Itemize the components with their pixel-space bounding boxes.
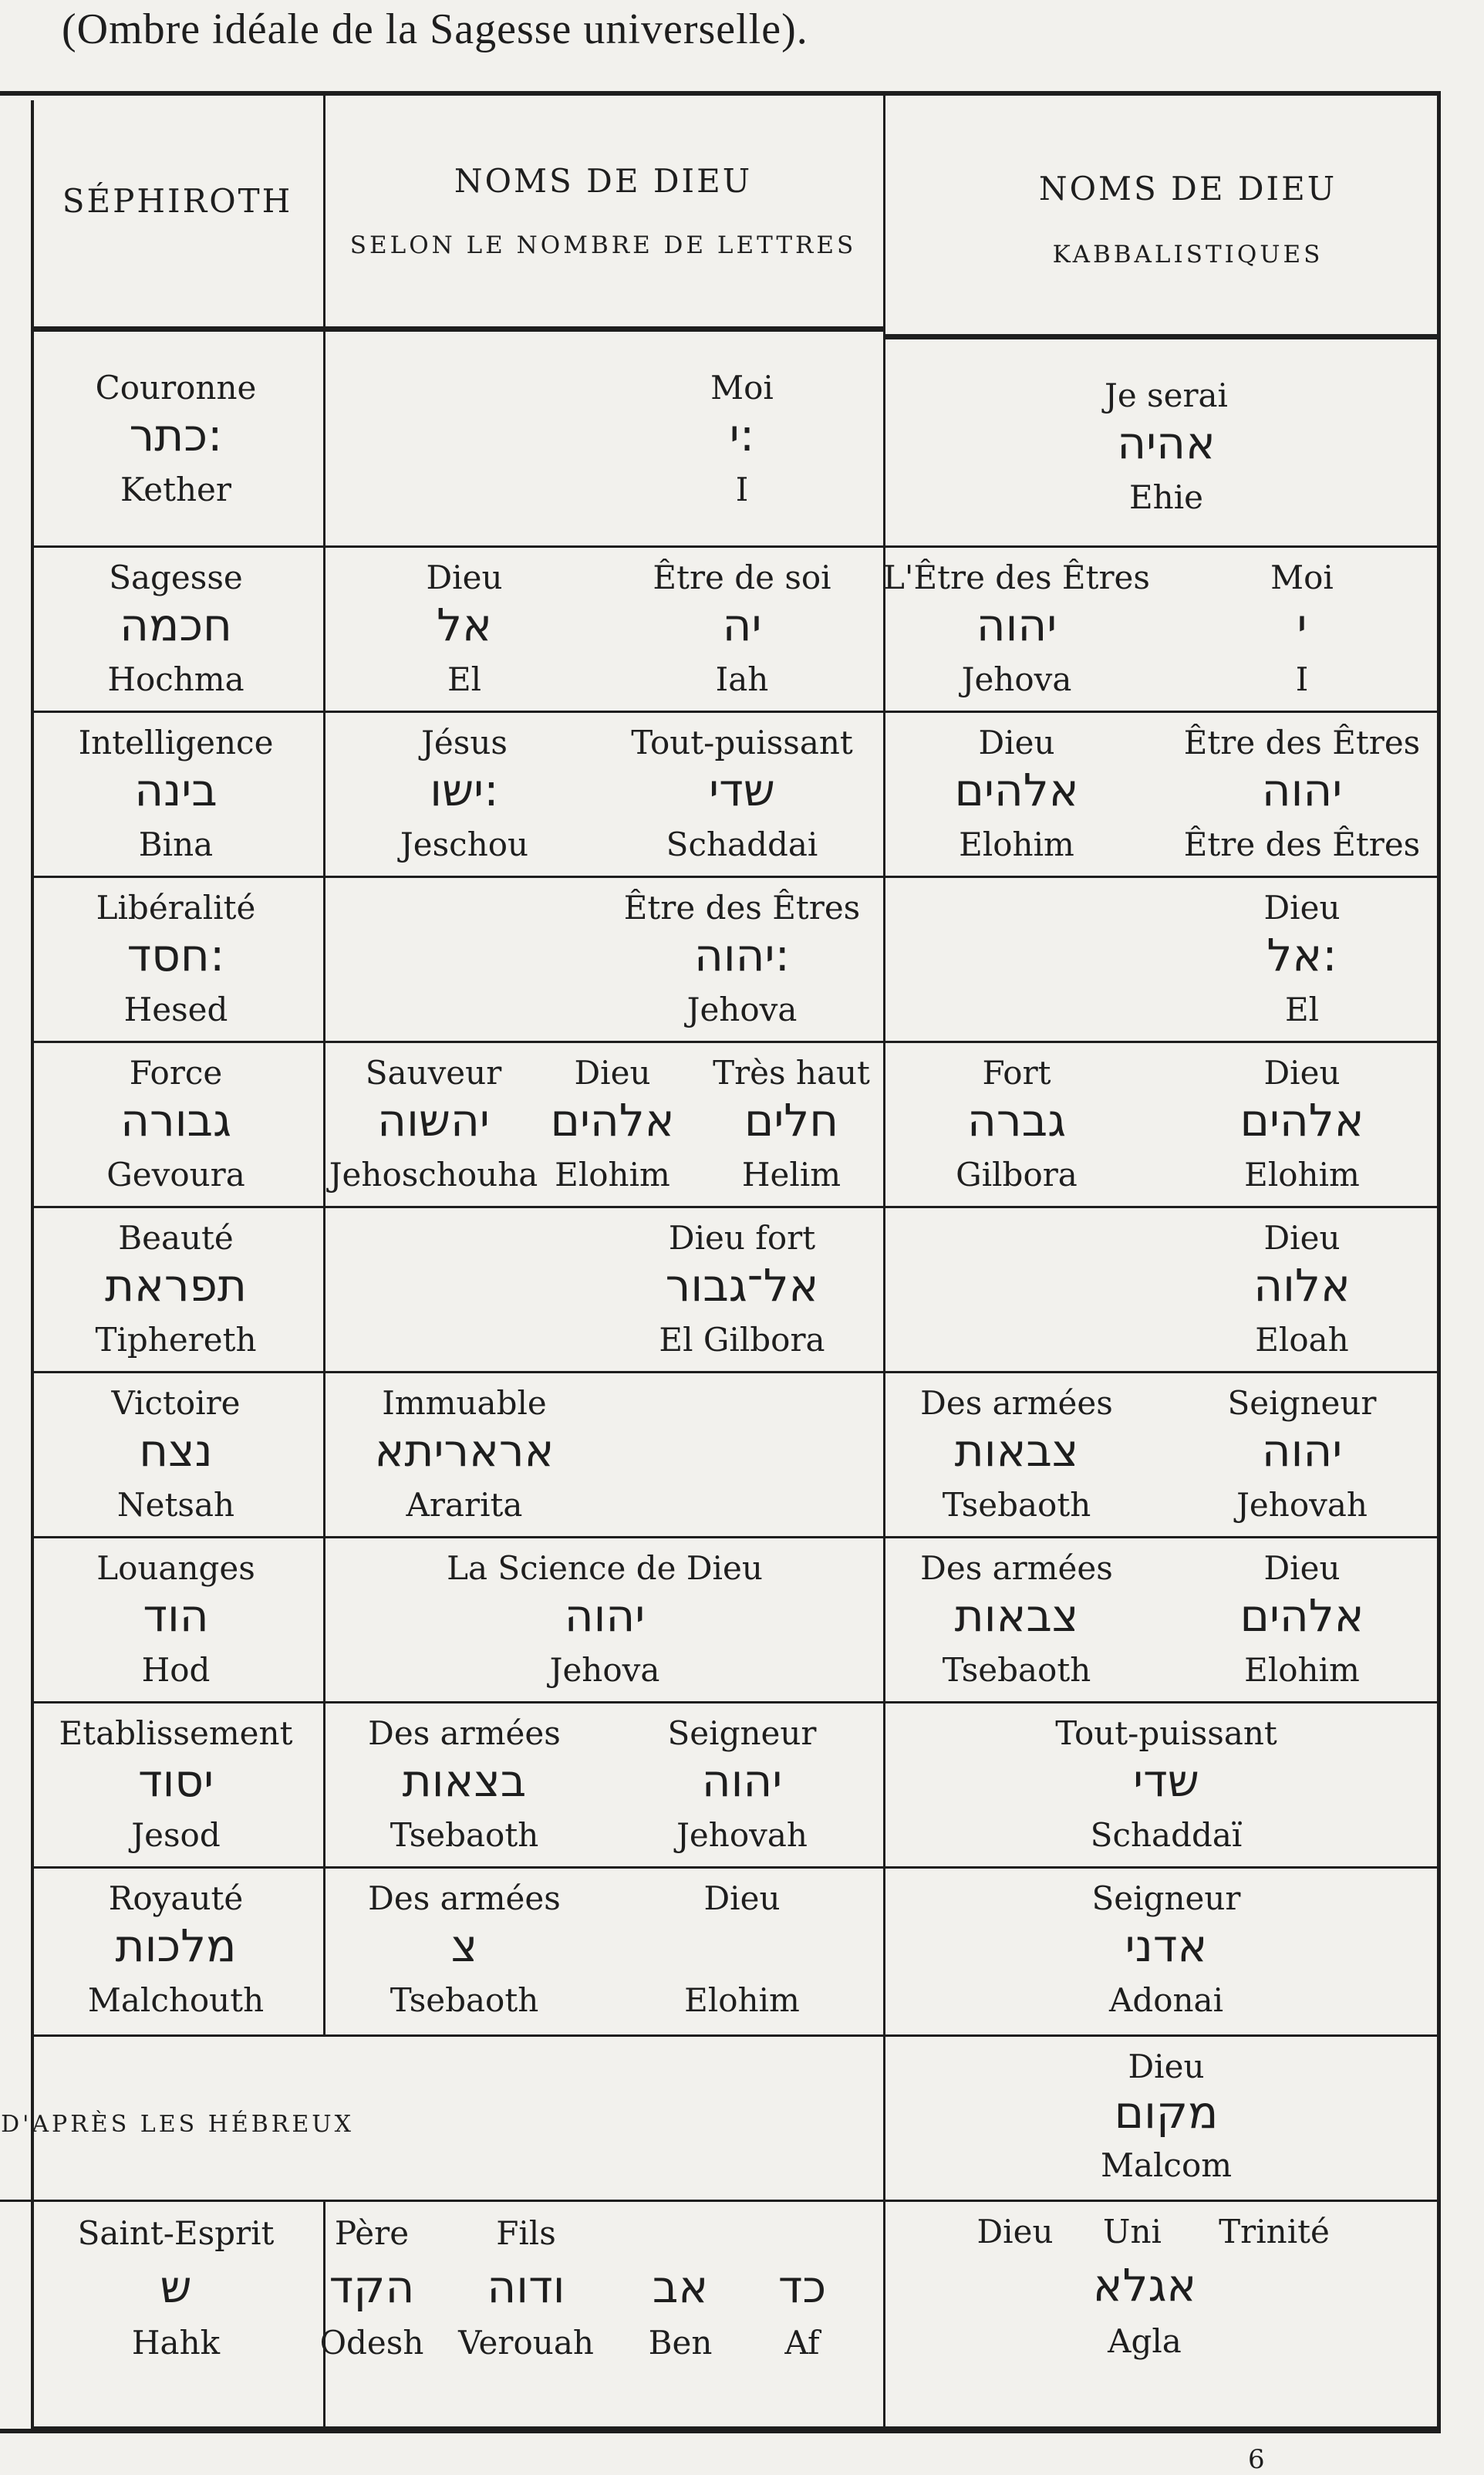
last-sephira-hebrew: ש	[160, 2261, 192, 2313]
last-c2-cell	[319, 2202, 885, 2429]
header-sephiroth	[34, 96, 325, 332]
header-names-letters	[325, 96, 885, 332]
table-row-9-letters-name	[325, 1703, 885, 1869]
kabbalistic-name-1-1-label: Je serai	[1104, 376, 1229, 414]
sephira-1-transliteration: Kether	[120, 471, 231, 508]
table-row-8-sephira	[34, 1538, 325, 1703]
header-col3-title: NOMS DE DIEU	[1038, 170, 1337, 208]
letters-name-4-1-label: Être des Êtres	[623, 889, 861, 927]
letters-name-7-1-hebrew: אראריתא	[374, 1424, 555, 1477]
kabbalistic-name-1-1-hebrew: אהיה	[1117, 417, 1216, 469]
kabbalistic-name-3-1-label: Dieu	[978, 724, 1055, 761]
table-row-2-sephira	[34, 548, 325, 713]
letters-name-7-1-label: Immuable	[382, 1384, 547, 1422]
letters-name-10-1-label: Des armées	[368, 1879, 561, 1917]
letters-name-5-2-label: Dieu	[574, 1054, 651, 1092]
sephira-10-hebrew: מלכות	[115, 1920, 237, 1972]
last-c2-ben-hebrew: אב	[652, 2261, 709, 2313]
letters-name-7-1-transliteration: Ararita	[406, 1486, 523, 1524]
last-c3-hebrew: אגלא	[1092, 2259, 1197, 2311]
kabbalistic-name-2-2-hebrew: י	[1297, 599, 1307, 651]
table-row-3-sephira	[34, 713, 325, 878]
letters-name-8-1-label: La Science de Dieu	[447, 1549, 763, 1587]
kabbalistic-name-6-1-label: Dieu	[1263, 1219, 1341, 1257]
table-row-5-kabbalistic-name	[885, 1043, 1437, 1208]
kabbalistic-name-3-2-label: Être des Êtres	[1183, 724, 1421, 761]
table-row-9-sephira	[34, 1703, 325, 1869]
sephira-9-hebrew: יסוד	[137, 1754, 214, 1807]
header-col2-title: NOMS DE DIEU	[454, 162, 753, 200]
kabbalistic-name-5-2-transliteration: Elohim	[1244, 1156, 1360, 1194]
last-sephira-transliteration: Hahk	[131, 2324, 221, 2362]
sephira-7-label: Victoire	[111, 1384, 241, 1422]
last-c2-father-transliteration: Odesh	[319, 2324, 424, 2362]
sephira-4-transliteration: Hesed	[123, 991, 228, 1028]
letters-name-2-1-transliteration: El	[447, 660, 482, 698]
hebrews-label-cell	[0, 2037, 885, 2202]
letters-name-3-2-label: Tout-puissant	[631, 724, 853, 761]
kabbalistic-name-9-1-label: Tout-puissant	[1055, 1714, 1277, 1752]
kabbalistic-name-9-1-hebrew: שדי	[1133, 1754, 1199, 1807]
letters-name-3-2-transliteration: Schaddai	[666, 826, 818, 863]
kabbalistic-name-3-2-hebrew: יהוה	[1261, 764, 1343, 816]
letters-name-9-2-label: Seigneur	[667, 1714, 817, 1752]
letters-name-5-3-hebrew: חלים	[744, 1094, 839, 1146]
letters-name-5-3-label: Très haut	[713, 1054, 870, 1092]
table-row-6-kabbalistic-name	[885, 1208, 1437, 1373]
letters-name-4-1-transliteration: Jehova	[686, 991, 798, 1028]
hebrews-c3-label: Dieu	[1128, 2048, 1205, 2085]
table-row-4-letters-name	[325, 878, 885, 1043]
table-row-2-kabbalistic-name	[885, 548, 1437, 713]
kabbalistic-name-8-1-label: Des armées	[920, 1549, 1113, 1587]
sephira-2-transliteration: Hochma	[107, 660, 245, 698]
sephira-9-transliteration: Jesod	[131, 1816, 221, 1854]
last-c3-cell	[885, 2202, 1437, 2429]
kabbalistic-name-6-1-hebrew: אלוה	[1253, 1259, 1351, 1312]
kabbalistic-name-1-1-transliteration: Ehie	[1129, 478, 1203, 516]
last-c3-god-label: Dieu	[976, 2213, 1054, 2250]
table-row-2-letters-name	[325, 548, 885, 713]
letters-name-1-1-hebrew: :י	[729, 409, 755, 461]
last-c2-son-label: Fils	[496, 2214, 556, 2252]
sephira-5-transliteration: Gevoura	[106, 1156, 245, 1194]
kabbalistic-name-10-1-hebrew: אדני	[1125, 1920, 1208, 1972]
letters-name-9-2-transliteration: Jehovah	[676, 1816, 808, 1854]
letters-name-2-2-label: Être de soi	[653, 559, 831, 596]
table-row-8-letters-name	[325, 1538, 885, 1703]
table-row-6-letters-name	[325, 1208, 885, 1373]
kabbalistic-name-7-1-hebrew: צבאות	[954, 1424, 1079, 1477]
kabbalistic-name-2-1-transliteration: Jehova	[961, 660, 1072, 698]
kabbalistic-name-8-1-hebrew: צבאות	[954, 1589, 1079, 1642]
kabbalistic-name-5-1-transliteration: Gilbora	[956, 1156, 1078, 1194]
sephira-1-hebrew: :כתר	[129, 409, 223, 461]
sephira-10-transliteration: Malchouth	[87, 1981, 265, 2019]
letters-name-6-1-hebrew: אל־גבור	[665, 1259, 819, 1312]
letters-name-2-2-transliteration: Iah	[715, 660, 769, 698]
letters-name-5-2-transliteration: Elohim	[555, 1156, 670, 1194]
kabbalistic-name-2-1-hebrew: יהוה	[976, 599, 1057, 651]
letters-name-4-1-hebrew: :יהוה	[693, 929, 791, 981]
kabbalistic-name-5-1-hebrew: גברה	[966, 1094, 1067, 1146]
letters-name-6-1-transliteration: El Gilbora	[659, 1321, 825, 1359]
letters-name-3-1-transliteration: Jeschou	[400, 826, 529, 863]
letters-name-10-1-transliteration: Tsebaoth	[390, 1981, 539, 2019]
page-number: 6	[1248, 2444, 1265, 2475]
table-row-1-sephira	[34, 332, 325, 548]
letters-name-5-2-hebrew: אלהים	[550, 1094, 675, 1146]
table-row-8-kabbalistic-name	[885, 1538, 1437, 1703]
sephira-6-label: Beauté	[118, 1219, 234, 1257]
kabbalistic-name-7-2-label: Seigneur	[1227, 1384, 1377, 1422]
sephira-5-label: Force	[129, 1054, 223, 1092]
hebrews-label: D'APRÈS LES HÉBREUX	[1, 2111, 354, 2138]
kabbalistic-name-3-1-hebrew: אלהים	[954, 764, 1079, 816]
sephira-3-hebrew: בינה	[134, 764, 218, 816]
letters-name-8-1-transliteration: Jehova	[549, 1651, 660, 1689]
letters-name-9-1-hebrew: בצאות	[402, 1754, 527, 1807]
table-row-6-sephira	[34, 1208, 325, 1373]
table-row-1-kabbalistic-name	[885, 332, 1437, 548]
sephira-2-hebrew: חכמה	[120, 599, 232, 651]
kabbalistic-name-3-1-transliteration: Elohim	[959, 826, 1074, 863]
hebrews-c3-transliteration: Malcom	[1100, 2146, 1233, 2184]
table-row-4-sephira	[34, 878, 325, 1043]
last-c2-father-hebrew: הקד	[329, 2261, 415, 2313]
sephira-5-hebrew: גבורה	[120, 1094, 231, 1146]
last-sephira-cell	[34, 2202, 325, 2429]
table-row-3-letters-name	[325, 713, 885, 878]
sephira-6-hebrew: תפראת	[105, 1259, 247, 1312]
last-c2-father-label: Père	[334, 2214, 410, 2252]
table-row-7-kabbalistic-name	[885, 1373, 1437, 1538]
kabbalistic-name-8-2-hebrew: אלהים	[1239, 1589, 1364, 1642]
letters-name-3-1-label: Jésus	[421, 724, 508, 761]
kabbalistic-name-5-1-label: Fort	[982, 1054, 1051, 1092]
table-row-5-letters-name	[325, 1043, 885, 1208]
table-row-1-letters-name	[325, 332, 885, 548]
table-row-9-kabbalistic-name	[885, 1703, 1437, 1869]
header-names-kabbalistic	[885, 96, 1437, 339]
header-col2-subtitle: SELON LE NOMBRE DE LETTRES	[349, 231, 857, 259]
page-heading: (Ombre idéale de la Sagesse universelle).	[62, 5, 808, 53]
table-row-10-letters-name	[325, 1869, 885, 2037]
kabbalistic-name-2-1-label: L'Être des Êtres	[883, 559, 1150, 596]
kabbalistic-name-4-1-hebrew: :אל	[1266, 929, 1337, 981]
kabbalistic-name-7-2-hebrew: יהוה	[1261, 1424, 1343, 1477]
table-row-10-kabbalistic-name	[885, 1869, 1437, 2037]
kabbalistic-name-10-1-transliteration: Adonai	[1108, 1981, 1224, 2019]
table-row-4-kabbalistic-name	[885, 878, 1437, 1043]
table-row-3-kabbalistic-name	[885, 713, 1437, 878]
letters-name-5-1-hebrew: יהשוה	[377, 1094, 490, 1146]
letters-name-9-2-hebrew: יהוה	[701, 1754, 783, 1807]
last-c2-af-hebrew: כד	[777, 2261, 827, 2313]
header-col1-title: SÉPHIROTH	[62, 182, 293, 220]
letters-name-5-1-label: Sauveur	[365, 1054, 502, 1092]
kabbalistic-name-9-1-transliteration: Schaddaï	[1090, 1816, 1243, 1854]
last-sephira-label: Saint-Esprit	[77, 2214, 275, 2252]
kabbalistic-name-7-1-label: Des armées	[920, 1384, 1113, 1422]
letters-name-5-1-transliteration: Jehoschouha	[329, 1156, 538, 1194]
kabbalistic-name-5-2-hebrew: אלהים	[1239, 1094, 1364, 1146]
letters-name-10-2-transliteration: Elohim	[684, 1981, 800, 2019]
kabbalistic-name-4-1-label: Dieu	[1263, 889, 1341, 927]
header-col3-subtitle: KABBALISTIQUES	[1052, 241, 1324, 268]
kabbalistic-name-5-2-label: Dieu	[1263, 1054, 1341, 1092]
last-c2-af-transliteration: Af	[784, 2324, 820, 2362]
sephira-8-label: Louanges	[96, 1549, 255, 1587]
sephira-6-transliteration: Tiphereth	[95, 1321, 257, 1359]
sephira-2-label: Sagesse	[109, 559, 243, 596]
sephira-7-hebrew: נצח	[139, 1424, 213, 1477]
sephira-1-label: Couronne	[95, 369, 257, 407]
sephira-4-hebrew: :חסד	[126, 929, 225, 981]
letters-name-9-1-transliteration: Tsebaoth	[390, 1816, 539, 1854]
letters-name-2-1-hebrew: אל	[437, 599, 492, 651]
letters-name-9-1-label: Des armées	[368, 1714, 561, 1752]
sephira-8-hebrew: הוד	[143, 1589, 209, 1642]
kabbalistic-name-7-2-transliteration: Jehovah	[1236, 1486, 1368, 1524]
last-c3-transliteration: Agla	[1108, 2322, 1182, 2360]
last-c2-son-transliteration: Verouah	[458, 2324, 594, 2362]
sephira-3-label: Intelligence	[78, 724, 274, 761]
kabbalistic-name-10-1-label: Seigneur	[1091, 1879, 1241, 1917]
last-c3-one-label: Uni	[1103, 2213, 1162, 2250]
kabbalistic-name-8-2-label: Dieu	[1263, 1549, 1341, 1587]
letters-name-3-2-hebrew: שדי	[709, 764, 775, 816]
kabbalistic-name-6-1-transliteration: Eloah	[1255, 1321, 1349, 1359]
letters-name-6-1-label: Dieu fort	[668, 1219, 816, 1257]
sephira-3-transliteration: Bina	[138, 826, 214, 863]
table-row-5-sephira	[34, 1043, 325, 1208]
kabbalistic-name-2-2-transliteration: I	[1295, 660, 1309, 698]
kabbalistic-name-7-1-transliteration: Tsebaoth	[942, 1486, 1091, 1524]
letters-name-1-1-label: Moi	[710, 369, 774, 407]
table-row-7-sephira	[34, 1373, 325, 1538]
letters-name-3-1-hebrew: :ישו	[430, 764, 499, 816]
letters-name-10-2-label: Dieu	[703, 1879, 781, 1917]
kabbalistic-name-4-1-transliteration: El	[1284, 991, 1320, 1028]
table-row-7-letters-name	[325, 1373, 885, 1538]
last-c2-ben-transliteration: Ben	[648, 2324, 713, 2362]
letters-name-2-2-hebrew: יה	[722, 599, 762, 651]
kabbalistic-name-2-2-label: Moi	[1270, 559, 1334, 596]
sephira-9-label: Etablissement	[59, 1714, 293, 1752]
letters-name-8-1-hebrew: יהוה	[564, 1589, 646, 1642]
sephira-10-label: Royauté	[108, 1879, 244, 1917]
sephira-4-label: Libéralité	[96, 889, 256, 927]
sephira-8-transliteration: Hod	[141, 1651, 211, 1689]
last-c2-son-hebrew: ודוה	[487, 2261, 565, 2313]
letters-name-5-3-transliteration: Helim	[741, 1156, 841, 1194]
sephira-7-transliteration: Netsah	[116, 1486, 235, 1524]
hebrews-c3-hebrew: מקום	[1114, 2086, 1219, 2139]
letters-name-1-1-transliteration: I	[735, 471, 749, 508]
kabbalistic-name-3-2-transliteration: Être des Êtres	[1183, 826, 1421, 863]
table-row-10-sephira	[34, 1869, 325, 2037]
last-c3-trinity-label: Trinité	[1219, 2213, 1330, 2250]
kabbalistic-name-8-2-transliteration: Elohim	[1244, 1651, 1360, 1689]
letters-name-10-1-hebrew: צ	[450, 1920, 478, 1972]
letters-name-2-1-label: Dieu	[426, 559, 503, 596]
hebrews-c3-cell	[885, 2037, 1437, 2202]
kabbalistic-name-8-1-transliteration: Tsebaoth	[942, 1651, 1091, 1689]
